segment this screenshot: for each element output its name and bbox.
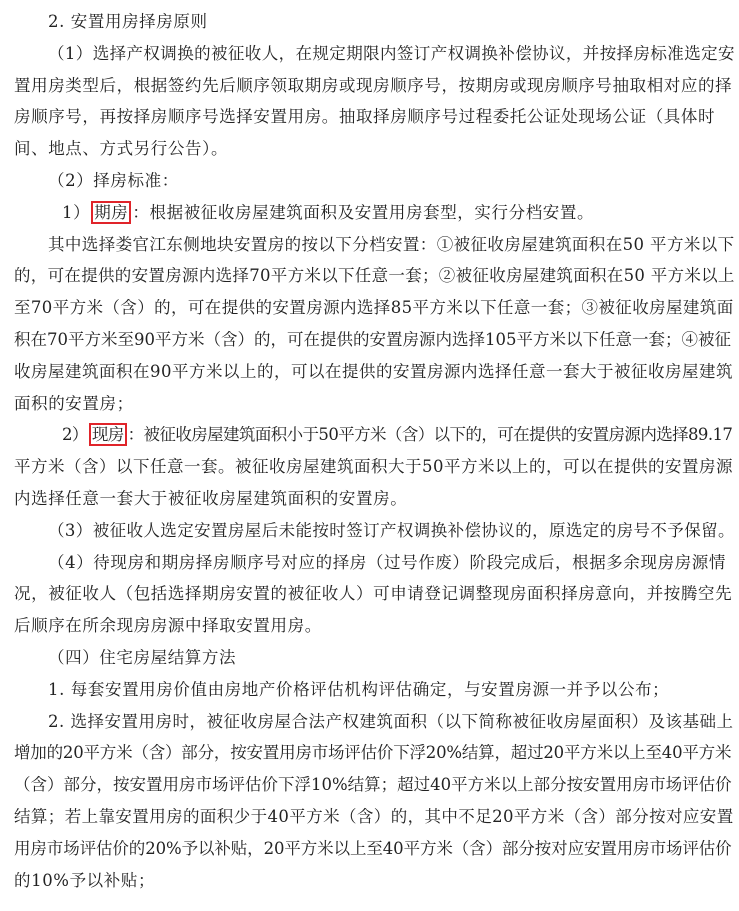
paragraph-line: 结算；若上靠安置用房的面积少于40平方米（含）的，其中不足20平方米（含）部分按对应安置: [14, 806, 734, 826]
paragraph-line: 至70平方米（含）的，可在提供的安置房源内选择85平方米以下任意一套；③被征收房屋建筑面: [14, 298, 734, 318]
paragraph-line: 况，被征收人（包括选择期房安置的被征收人）可申请登记调整现房面积择房意向，并按腾空先: [14, 584, 733, 604]
paragraph-line: 房顺序号，再按择房顺序号选择安置用房。抽取择房顺序号过程委托公证处现场公证（具体时: [14, 107, 716, 127]
paragraph-line: （4）待现房和期房择房顺序号对应的择房（过号作废）阶段完成后，根据多余现房房源情: [48, 552, 726, 572]
paragraph-line: 置用房类型后，根据签约先后顺序领取期房或现房顺序号，按期房或现房顺序号抽取相对应的择: [14, 75, 733, 95]
item-text: ：根据被征收房屋建筑面积及安置用房套型，实行分档安置。: [132, 202, 595, 222]
subheading-selection-standard: （2）择房标准：: [48, 170, 179, 190]
paragraph-line: （1）选择产权调换的被征收人，在规定期限内签订产权调换补偿协议，并按择房标准选定安: [48, 43, 735, 63]
paragraph-line: （3）被征收人选定安置房屋后未能按时签订产权调换补偿协议的，原选定的房号不予保留。: [48, 520, 735, 540]
item-prefix: 1）: [62, 202, 91, 222]
paragraph-line: 面积的安置房；: [14, 393, 134, 413]
paragraph-line: 1. 每套安置用房价值由房地产价格评估机构评估确定，与安置房源一并予以公布；: [48, 679, 670, 699]
paragraph-line: 积在70平方米至90平方米（含）的，可在提供的安置房源内选择105平方米以下任意一套；④被征: [14, 329, 731, 349]
paragraph-line: 平方米（含）以下任意一套。被征收房屋建筑面积大于50平方米以上的，可以在提供的安置房源: [14, 457, 733, 477]
paragraph-line: 的，可在提供的安置房源内选择70平方米以下任意一套；②被征收房屋建筑面积在50 平方米以上: [14, 266, 735, 286]
paragraph-line-existing-housing: [14, 419, 733, 451]
item-prefix: 2）: [62, 425, 88, 445]
paragraph-line: 增加的20平方米（含）部分，按安置用房市场评估价下浮20%结算，超过20平方米以上至40平方米: [14, 743, 732, 763]
highlight-box-existing-housing: 现房: [89, 423, 127, 446]
paragraph-line: 用房市场评估价的20%予以补贴，20平方米以上至40平方米（含）部分按对应安置用房市场评估价: [14, 838, 732, 858]
section-heading-settlement-method: （四）住宅房屋结算方法: [48, 647, 237, 667]
paragraph-line: 2. 选择安置用房时，被征收房屋合法产权建筑面积（以下简称被征收房屋面积）及该基础上: [48, 711, 734, 731]
paragraph-line: 的10%予以补贴；: [14, 870, 156, 890]
paragraph-line: 收房屋建筑面积在90平方米以上的，可以在提供的安置房源内选择任意一套大于被征收房屋建筑: [14, 361, 733, 381]
highlight-box-future-housing: 期房: [91, 201, 131, 224]
section-heading-resettlement-principles: 2. 安置用房择房原则: [48, 12, 208, 31]
paragraph-line: 间、地点、方式另行公告）。: [14, 139, 229, 159]
paragraph-line: 后顺序在所余现房房源中择取安置用房。: [14, 616, 322, 636]
item-text: ：被征收房屋建筑面积小于50平方米（含）以下的，可在提供的安置房源内选择89.17: [127, 425, 733, 445]
paragraph-line: （含）部分，按安置用房市场评估价下浮10%结算；超过40平方米以上部分按安置用房市场评估价: [14, 775, 732, 795]
paragraph-line-future-housing: [14, 197, 725, 229]
paragraph-line: 内选择任意一套大于被征收房屋建筑面积的安置房。: [14, 488, 408, 508]
paragraph-line: 其中选择娄官江东侧地块安置房的按以下分档安置：①被征收房屋建筑面积在50 平方米以下: [48, 234, 735, 254]
